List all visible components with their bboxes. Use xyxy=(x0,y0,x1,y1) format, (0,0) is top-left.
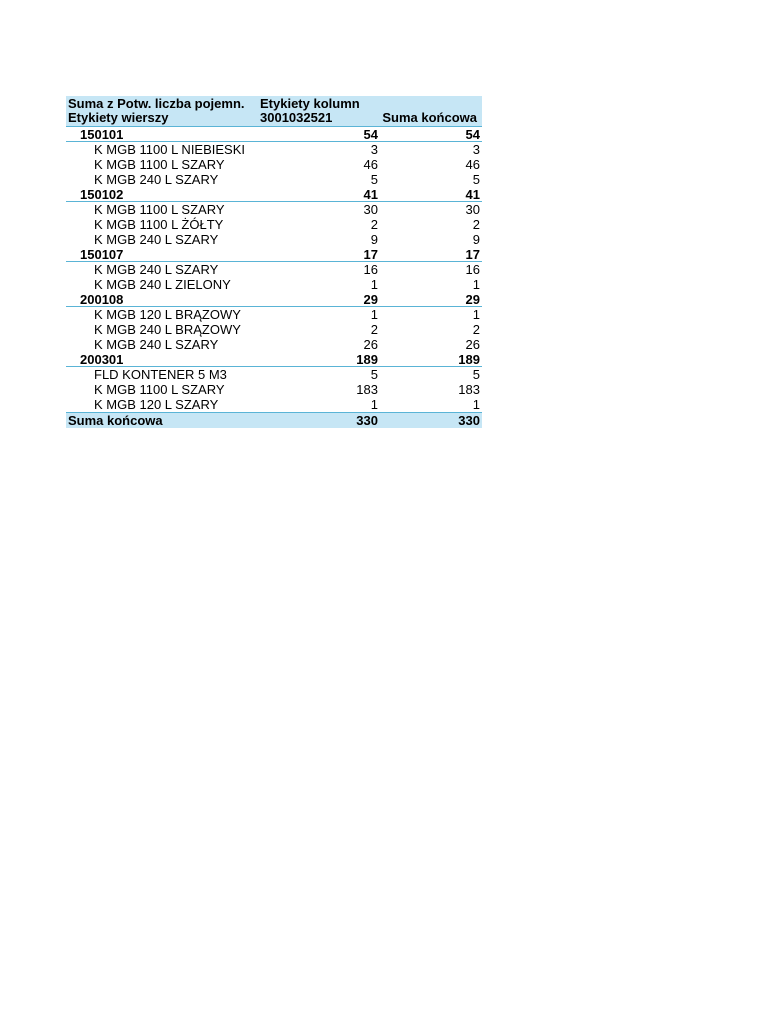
group-row[interactable] xyxy=(66,187,482,202)
group-code: 150107 xyxy=(80,247,124,262)
item-label: K MGB 1100 L SZARY xyxy=(94,157,225,172)
grand-total-header: Suma końcowa xyxy=(382,110,477,125)
grand-total-sum: 330 xyxy=(458,413,480,428)
item-total: 5 xyxy=(472,367,480,382)
item-total: 3 xyxy=(472,142,480,157)
item-total: 2 xyxy=(472,322,480,337)
item-label: K MGB 120 L SZARY xyxy=(94,397,219,412)
item-label: K MGB 240 L SZARY xyxy=(94,262,219,277)
item-value: 1 xyxy=(370,397,378,412)
column-labels-header[interactable]: Etykiety kolumn xyxy=(260,96,360,111)
item-label: K MGB 240 L SZARY xyxy=(94,232,219,247)
item-value: 183 xyxy=(356,382,378,397)
grand-total-row[interactable] xyxy=(66,412,482,428)
item-label: K MGB 1100 L ŻÓŁTY xyxy=(94,217,224,232)
group-value: 41 xyxy=(363,187,378,202)
group-total: 41 xyxy=(465,187,480,202)
item-row[interactable] xyxy=(66,202,482,217)
item-row[interactable] xyxy=(66,277,482,292)
item-value: 9 xyxy=(370,232,378,247)
pivot-header xyxy=(66,96,482,127)
item-label: K MGB 1100 L NIEBIESKI xyxy=(94,142,246,157)
grand-total-value: 330 xyxy=(356,413,378,428)
group-total: 54 xyxy=(465,127,480,142)
item-total: 30 xyxy=(465,202,480,217)
group-code: 200108 xyxy=(80,292,124,307)
item-label: K MGB 240 L SZARY xyxy=(94,337,219,352)
group-total: 29 xyxy=(465,292,480,307)
item-total: 1 xyxy=(472,307,480,322)
item-total: 1 xyxy=(472,277,480,292)
item-total: 16 xyxy=(465,262,480,277)
item-total: 46 xyxy=(465,157,480,172)
item-row[interactable] xyxy=(66,367,482,382)
item-row[interactable] xyxy=(66,142,482,157)
group-value: 29 xyxy=(363,292,378,307)
column-value-header: 3001032521 xyxy=(260,110,333,125)
group-row[interactable] xyxy=(66,352,482,367)
item-value: 30 xyxy=(363,202,378,217)
item-value: 46 xyxy=(363,157,378,172)
grand-total-label: Suma końcowa xyxy=(68,413,163,428)
item-total: 5 xyxy=(472,172,480,187)
item-total: 183 xyxy=(458,382,480,397)
item-row[interactable] xyxy=(66,157,482,172)
item-row[interactable] xyxy=(66,172,482,187)
row-labels-header[interactable]: Etykiety wierszy xyxy=(68,110,169,125)
item-row[interactable] xyxy=(66,217,482,232)
item-total: 2 xyxy=(472,217,480,232)
item-total: 1 xyxy=(472,397,480,412)
item-row[interactable] xyxy=(66,262,482,277)
item-value: 16 xyxy=(363,262,378,277)
item-label: K MGB 120 L BRĄZOWY xyxy=(94,307,241,322)
value-field-label[interactable]: Suma z Potw. liczba pojemn. xyxy=(68,96,245,111)
group-row[interactable] xyxy=(66,247,482,262)
item-row[interactable] xyxy=(66,397,482,412)
item-label: FLD KONTENER 5 M3 xyxy=(94,367,227,382)
group-total: 17 xyxy=(465,247,480,262)
pivot-table xyxy=(66,96,482,428)
item-row[interactable] xyxy=(66,382,482,397)
item-value: 5 xyxy=(370,367,378,382)
item-row[interactable] xyxy=(66,307,482,322)
group-code: 150101 xyxy=(80,127,124,142)
group-row[interactable] xyxy=(66,292,482,307)
group-code: 200301 xyxy=(80,352,124,367)
item-label: K MGB 240 L SZARY xyxy=(94,172,219,187)
item-value: 2 xyxy=(370,217,378,232)
item-row[interactable] xyxy=(66,232,482,247)
item-label: K MGB 240 L BRĄZOWY xyxy=(94,322,241,337)
item-value: 2 xyxy=(370,322,378,337)
item-total: 26 xyxy=(465,337,480,352)
group-row[interactable] xyxy=(66,127,482,142)
item-label: K MGB 1100 L SZARY xyxy=(94,202,225,217)
group-code: 150102 xyxy=(80,187,124,202)
item-label: K MGB 1100 L SZARY xyxy=(94,382,225,397)
item-row[interactable] xyxy=(66,337,482,352)
item-value: 26 xyxy=(363,337,378,352)
group-value: 17 xyxy=(363,247,378,262)
item-value: 1 xyxy=(370,277,378,292)
item-row[interactable] xyxy=(66,322,482,337)
group-value: 189 xyxy=(356,352,378,367)
item-total: 9 xyxy=(472,232,480,247)
item-value: 3 xyxy=(370,142,378,157)
group-total: 189 xyxy=(458,352,480,367)
group-value: 54 xyxy=(363,127,378,142)
item-value: 5 xyxy=(370,172,378,187)
item-value: 1 xyxy=(370,307,378,322)
item-label: K MGB 240 L ZIELONY xyxy=(94,277,231,292)
